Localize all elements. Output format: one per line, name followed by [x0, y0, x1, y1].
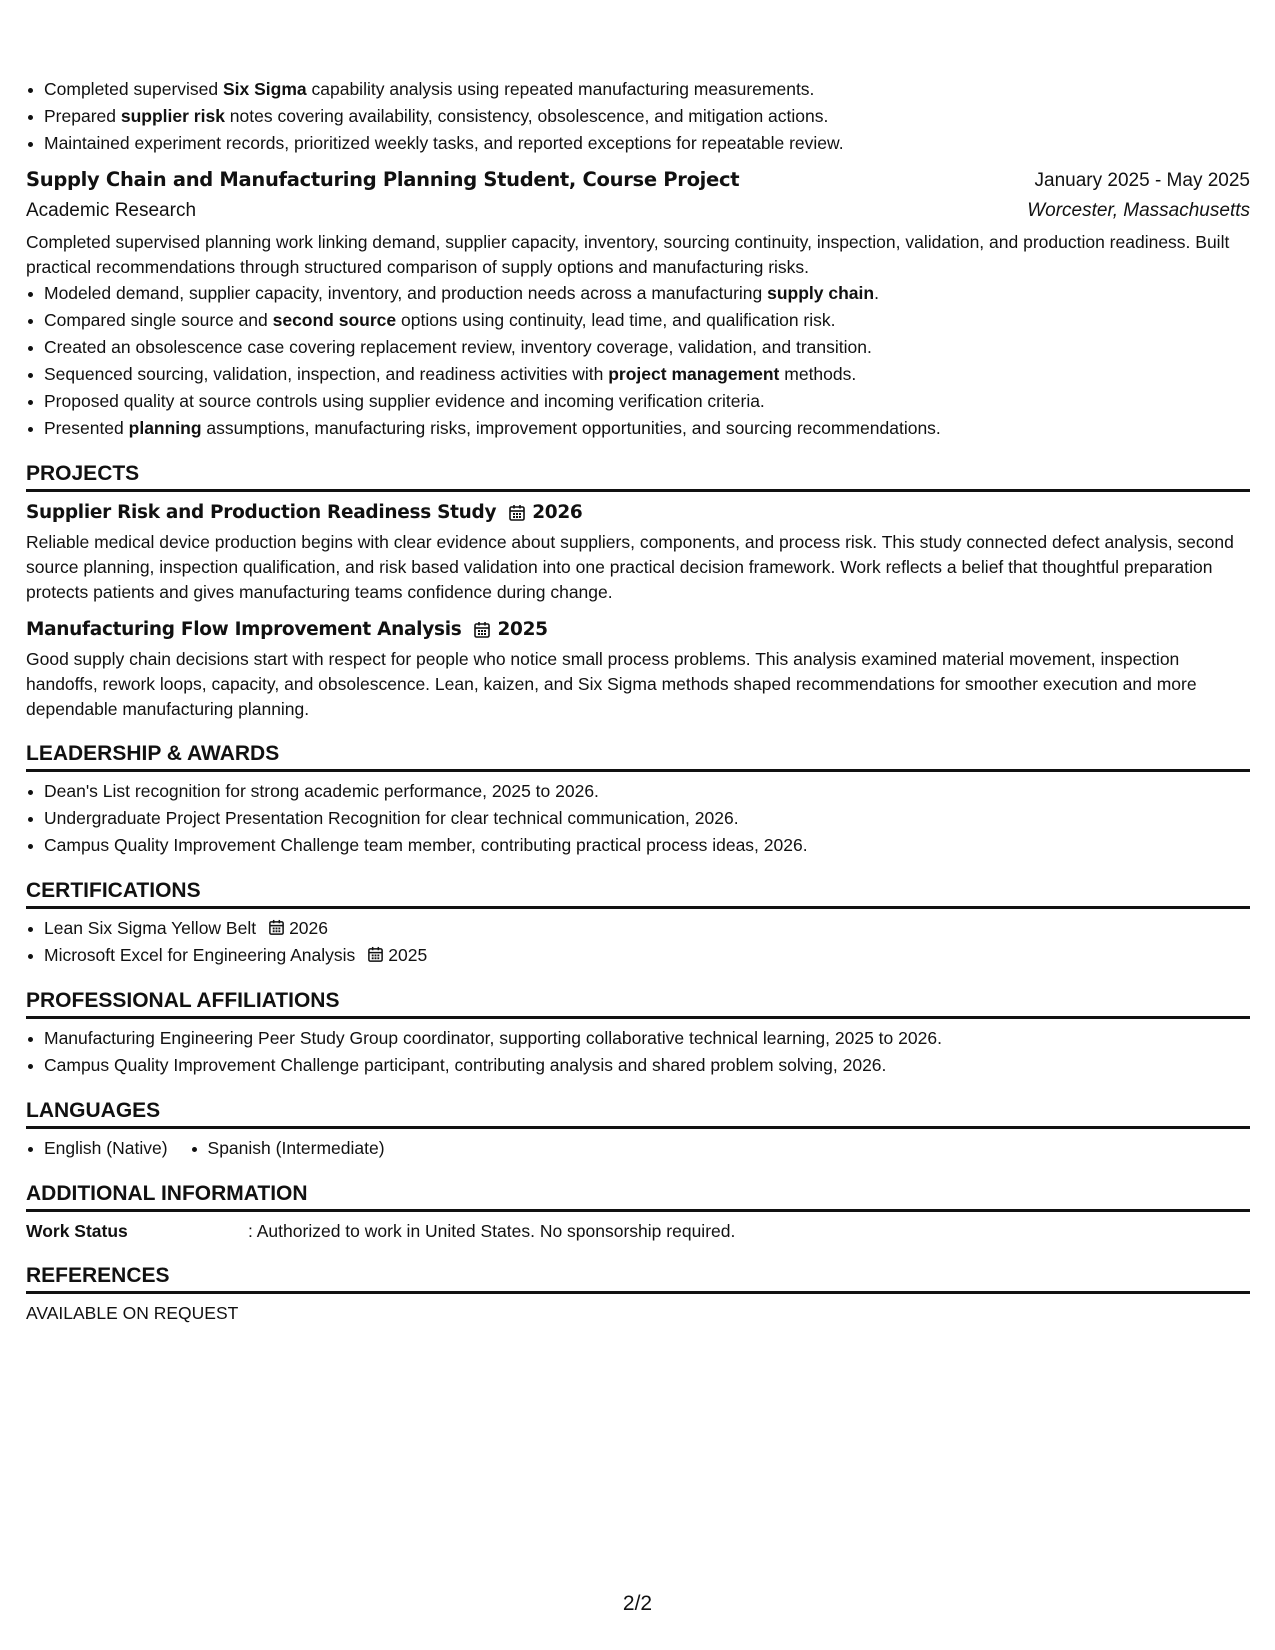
- list-item: Manufacturing Engineering Peer Study Group coordinator, supporting collaborative technical learning, 2025 to 2026.: [44, 1025, 1250, 1052]
- certification-year: 2025: [388, 945, 428, 965]
- work-status-value: : Authorized to work in United States. No sponsorship required.: [248, 1221, 736, 1241]
- list-item: [44, 915, 1250, 942]
- languages-heading: LANGUAGES: [26, 1097, 1250, 1129]
- project-title: Manufacturing Flow Improvement Analysis: [26, 619, 462, 640]
- calendar-icon: [508, 504, 526, 522]
- certification-name: Microsoft Excel for Engineering Analysis: [44, 945, 356, 965]
- list-item: Campus Quality Improvement Challenge participant, contributing analysis and shared problem solving, 2026.: [44, 1052, 1250, 1079]
- role-location: Worcester, Massachusetts: [1027, 200, 1250, 221]
- project-description: Good supply chain decisions start with respect for people who notice small process problems. This analysis examined material movement, inspection handoffs, rework loops, capacity, and obsolescence. Lean, kaizen, and Six Sigma methods shaped recommendations for smoother execution and more dependable manufacturing planning.: [26, 649, 1197, 719]
- list-item: Campus Quality Improvement Challenge team member, contributing practical process ideas, 2026.: [44, 832, 1250, 859]
- calendar-icon: [473, 621, 491, 639]
- languages-list: [26, 1135, 1250, 1162]
- project-title: Supplier Risk and Production Readiness Study: [26, 502, 497, 523]
- list-item: Presented planning assumptions, manufacturing risks, improvement opportunities, and sourcing recommendations.: [44, 415, 1250, 442]
- role-title: Supply Chain and Manufacturing Planning Student, Course Project: [26, 168, 740, 191]
- prior-role-bullets: [26, 76, 1250, 157]
- certification-name: Lean Six Sigma Yellow Belt: [44, 918, 257, 938]
- leadership-list: [26, 778, 1250, 859]
- references-text: AVAILABLE ON REQUEST: [26, 1303, 239, 1323]
- role-date: January 2025 - May 2025: [1034, 170, 1250, 191]
- role-summary: Completed supervised planning work linking demand, supplier capacity, inventory, sourcing continuity, inspection, validation, and production readiness. Built practical recommendations through structured comparison of supply options and manufacturing risks.: [26, 232, 1230, 277]
- role-bullets: [26, 280, 1250, 442]
- certifications-heading: CERTIFICATIONS: [26, 877, 1250, 909]
- list-item: Completed supervised Six Sigma capability analysis using repeated manufacturing measurements.: [44, 76, 1250, 103]
- resume-page: [26, 76, 1250, 1326]
- list-item: Maintained experiment records, prioritized weekly tasks, and reported exceptions for repeatable review.: [44, 130, 1250, 157]
- list-item: Proposed quality at source controls using supplier evidence and incoming verification criteria.: [44, 388, 1250, 415]
- projects-heading: PROJECTS: [26, 460, 1250, 492]
- list-item: Dean's List recognition for strong academic performance, 2025 to 2026.: [44, 778, 1250, 805]
- page-number: 2/2: [622, 1592, 653, 1615]
- list-item: Modeled demand, supplier capacity, inventory, and production needs across a manufacturing supply chain.: [44, 280, 1250, 307]
- work-status-row: [26, 1218, 1250, 1244]
- affiliations-heading: PROFESSIONAL AFFILIATIONS: [26, 987, 1250, 1019]
- list-item: Sequenced sourcing, validation, inspection, and readiness activities with project management methods.: [44, 361, 1250, 388]
- list-item: Prepared supplier risk notes covering availability, consistency, obsolescence, and mitigation actions.: [44, 103, 1250, 130]
- list-item: English (Native): [44, 1135, 168, 1162]
- project-entry: [26, 498, 1250, 605]
- references-heading: REFERENCES: [26, 1262, 1250, 1294]
- project-entry: [26, 615, 1250, 722]
- list-item: Undergraduate Project Presentation Recognition for clear technical communication, 2026.: [44, 805, 1250, 832]
- calendar-icon: [367, 946, 384, 963]
- project-year: 2026: [532, 502, 583, 523]
- role-organization: Academic Research: [26, 200, 197, 221]
- list-item: Created an obsolescence case covering replacement review, inventory coverage, validation, and transition.: [44, 334, 1250, 361]
- additional-info-heading: ADDITIONAL INFORMATION: [26, 1180, 1250, 1212]
- project-year: 2025: [497, 619, 548, 640]
- list-item: [44, 942, 1250, 969]
- certification-year: 2026: [289, 918, 329, 938]
- leadership-heading: LEADERSHIP & AWARDS: [26, 740, 1250, 772]
- experience-entry: [26, 165, 1250, 442]
- list-item: Compared single source and second source options using continuity, lead time, and qualification risk.: [44, 307, 1250, 334]
- calendar-icon: [268, 919, 285, 936]
- list-item: Spanish (Intermediate): [208, 1135, 385, 1162]
- project-description: Reliable medical device production begins with clear evidence about suppliers, components, and process risk. This study connected defect analysis, second source planning, inspection qualification, and risk based validation into one practical decision framework. Work reflects a belief that thoughtful preparation protects patients and gives manufacturing teams confidence during change.: [26, 532, 1234, 602]
- affiliations-list: [26, 1025, 1250, 1079]
- work-status-label: Work Status: [26, 1221, 128, 1241]
- certifications-list: [26, 915, 1250, 969]
